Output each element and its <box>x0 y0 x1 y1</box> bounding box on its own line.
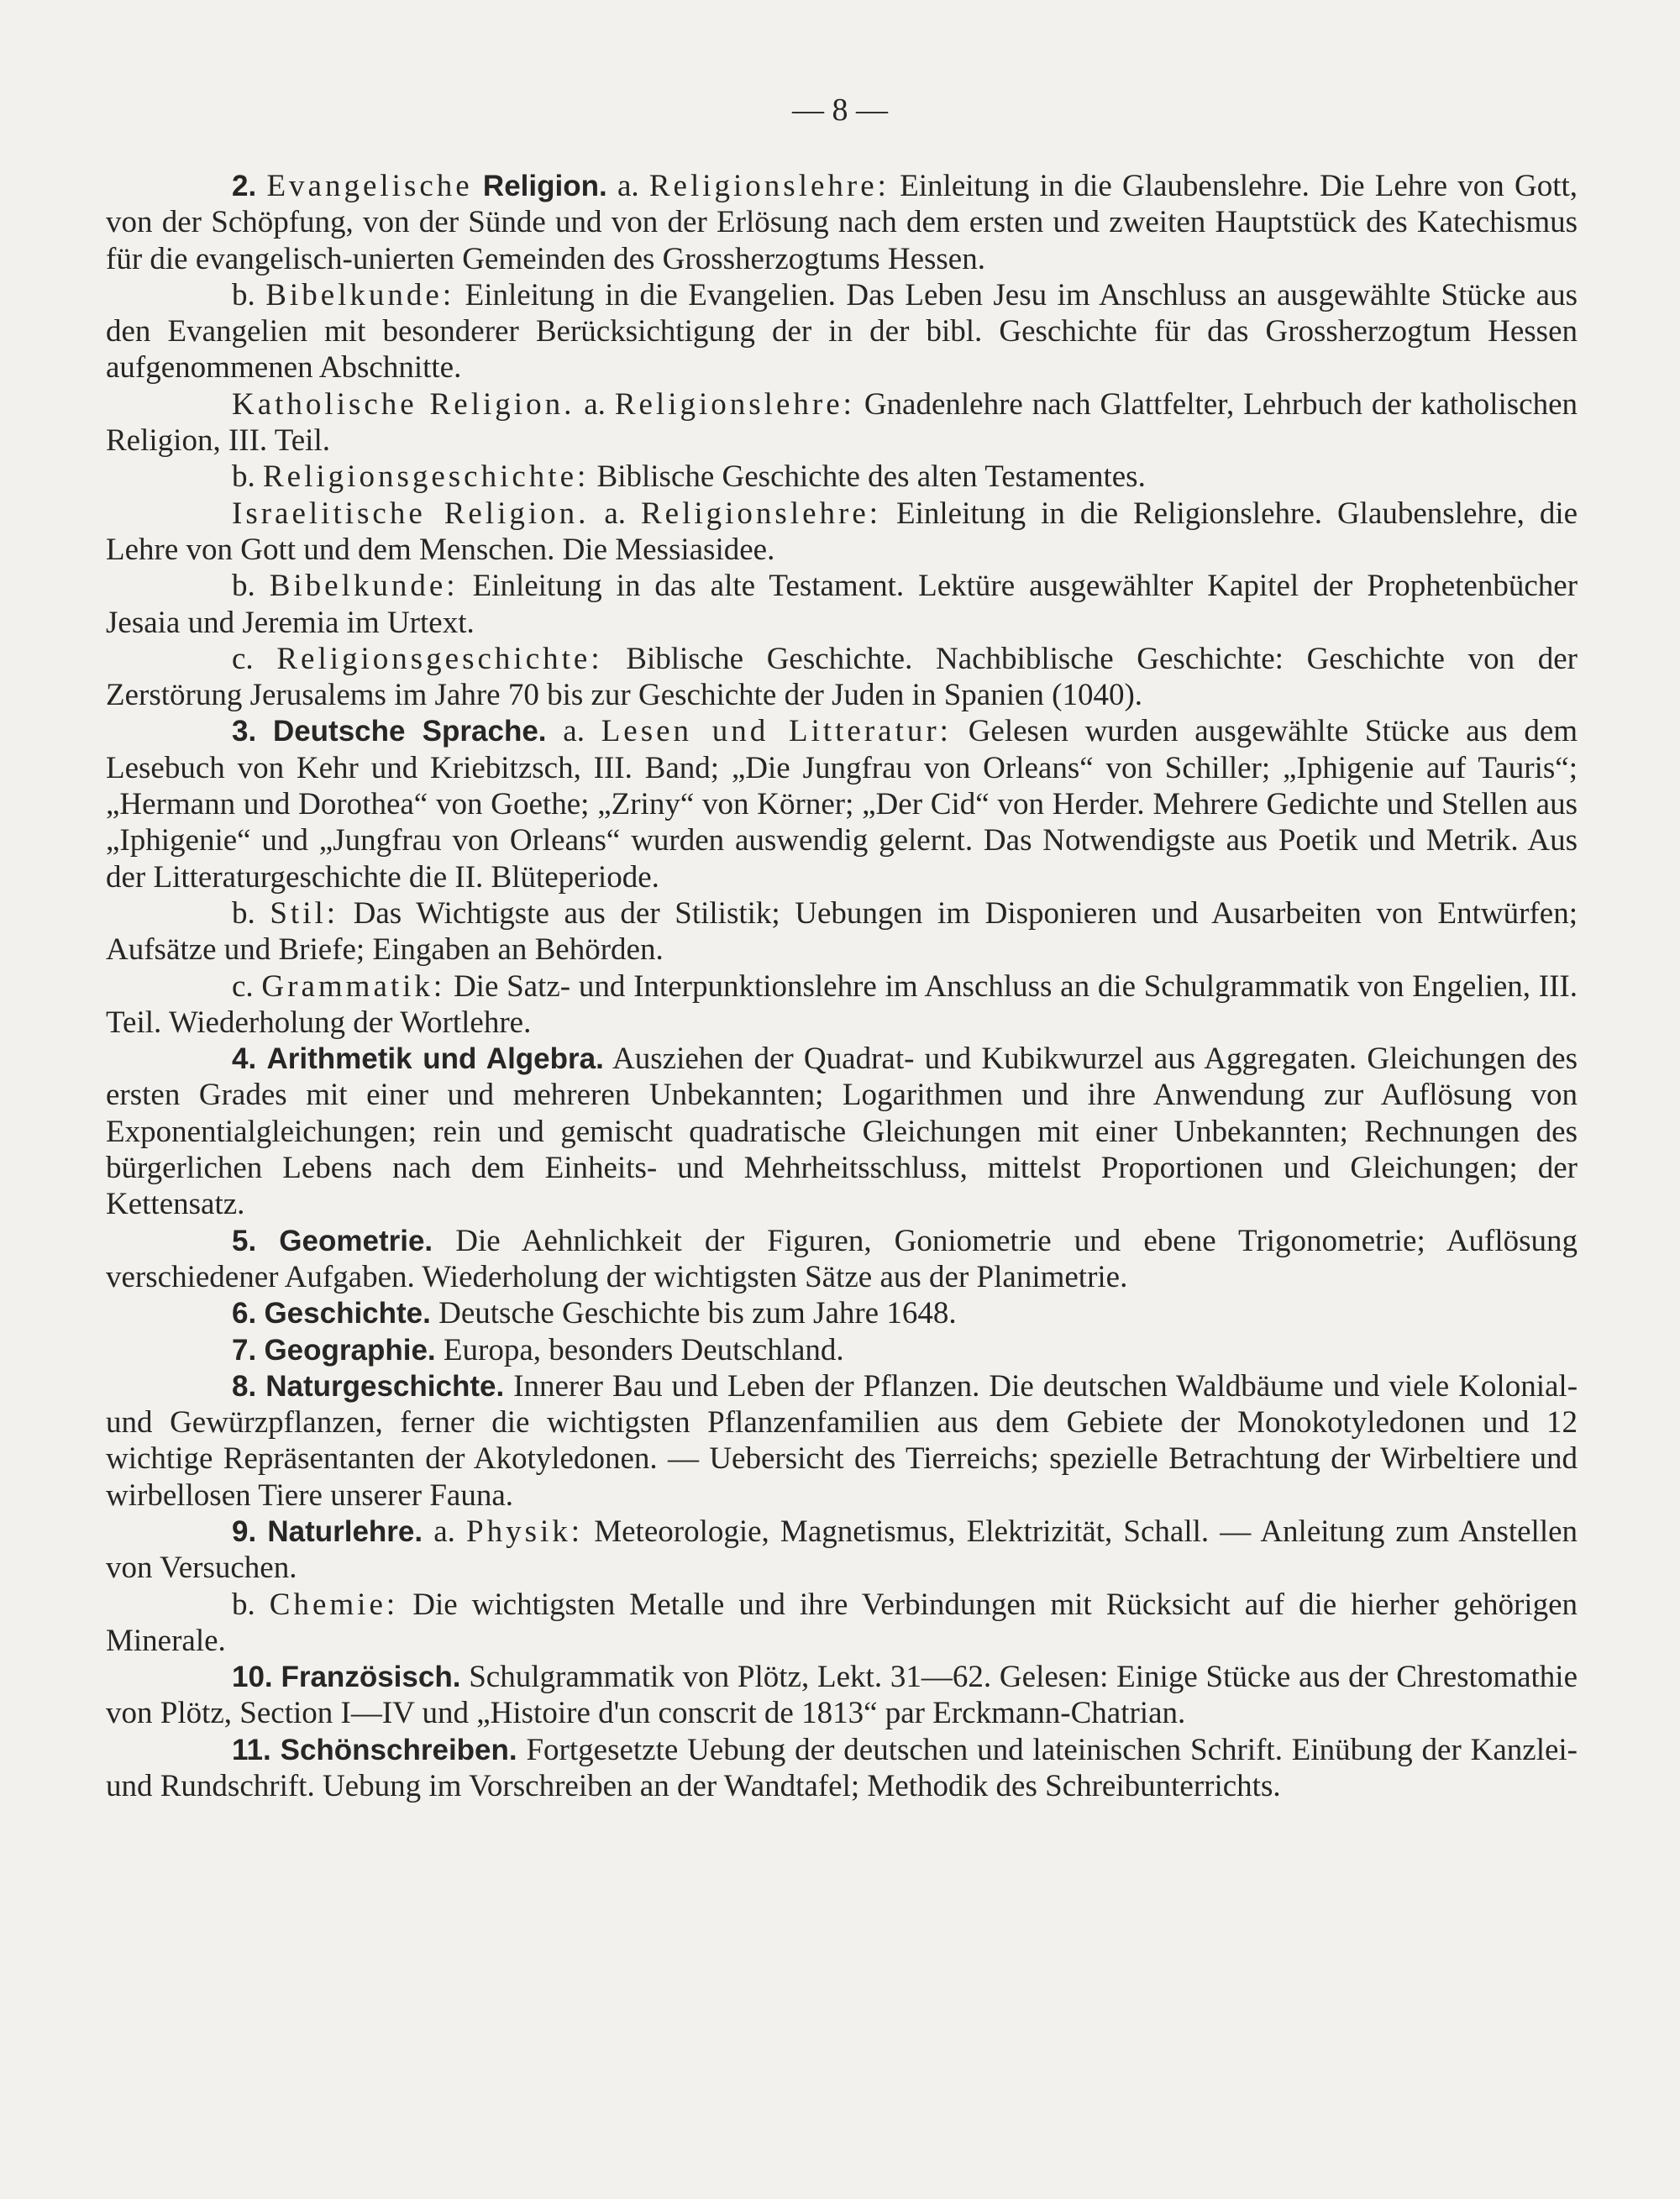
section-number: 9. <box>232 1514 257 1548</box>
paragraph-deutsche-sprache-c <box>106 968 1578 1042</box>
item-label: b. <box>232 569 255 604</box>
paragraph-naturgeschichte <box>106 1368 1578 1514</box>
paragraph-evangelische-religion-b <box>106 277 1578 386</box>
paragraph-text: Einleitung in die Evangelien. Das Leben Jesu im Anschluss an ausgewählte Stücke aus den Evangelien mit besonderer Berücksichtigung der in der bibl. Geschichte für das Grossherzogtum Hessen aufgenommenen Abschnitte. <box>106 277 1578 386</box>
paragraph-geographie <box>106 1332 1578 1368</box>
spaced-term: Religionsgeschichte: <box>276 641 603 676</box>
document-body <box>106 168 1578 1804</box>
page-number: — 8 — <box>792 92 888 128</box>
paragraph-text: Biblische Geschichte des alten Testamentes. <box>596 459 1146 495</box>
item-label: b. <box>232 1587 255 1622</box>
spaced-term: Israelitische Religion. <box>232 496 590 531</box>
section-heading: Religion. <box>482 170 607 202</box>
paragraph-text: Die wichtigsten Metalle und ihre Verbindungen mit Rücksicht auf die hierher gehörigen Minerale. <box>106 1587 1578 1658</box>
paragraph-text: Biblische Geschichte. Nachbiblische Geschichte: Geschichte von der Zerstörung Jerusalems im Jahre 70 bis zur Geschichte der Juden in Spanien (1040). <box>106 641 1578 713</box>
paragraph-naturlehre-a <box>106 1514 1578 1587</box>
paragraph-text: Fortgesetzte Uebung der deutschen und lateinischen Schrift. Einübung der Kanzlei- und Rundschrift. Uebung im Vorschreiben an der Wandtafel; Methodik des Schreibunterrichts. <box>106 1732 1578 1804</box>
paragraph-text: Europa, besonders Deutschland. <box>443 1332 844 1367</box>
section-heading: Naturlehre. <box>267 1514 423 1548</box>
section-number: 6. <box>232 1297 257 1330</box>
section-heading: Geometrie. <box>279 1224 433 1257</box>
paragraph-text: Die Satz- und Interpunktionslehre im Anschluss an die Schulgrammatik von Engelien, III. Teil. Wiederholung der Wortlehre. <box>106 968 1578 1040</box>
item-label: a. <box>604 496 627 531</box>
section-heading: Geschichte. <box>264 1297 431 1330</box>
item-label: a. <box>617 169 639 203</box>
paragraph-text: Gelesen wurden ausgewählte Stücke aus dem Lesebuch von Kehr und Kriebitzsch, III. Band; „Die Jungfrau von Orleans“ von Schiller; „Iphigenie auf Tauris“; „Hermann und Dorothea“ von Goethe; „Zriny“ von Körner; „Der Cid“ von Herder. Mehrere Gedichte und Stellen aus „Iphigenie“ und „Jungfrau von Orleans“ wurden auswendig gelernt. Das Notwendigste aus Poetik und Metrik. Aus der Litteraturgeschichte die II. Blüteperiode. <box>106 714 1578 895</box>
paragraph-geschichte <box>106 1295 1578 1331</box>
paragraph-israelitische-religion-a <box>106 496 1578 569</box>
paragraph-text: Einleitung in die Religionslehre. Glaubenslehre, die Lehre von Gott und dem Menschen. Die Messiasidee. <box>106 496 1578 567</box>
section-number: 11. <box>232 1733 271 1766</box>
paragraph-text: Einleitung in die Glaubenslehre. Die Lehre von Gott, von der Schöpfung, von der Sünde und von der Erlösung nach dem ersten und zweiten Hauptstück des Katechismus für die evangelisch-unierten Gemeinden des Grossherzogtums Hessen. <box>106 169 1578 276</box>
paragraph-text: Gnadenlehre nach Glattfelter, Lehrbuch der katholischen Religion, III. Teil. <box>106 386 1578 459</box>
item-label: b. <box>232 459 255 495</box>
paragraph-franzoesisch <box>106 1659 1578 1732</box>
spaced-term: Physik: <box>466 1514 584 1549</box>
section-heading: Naturgeschichte. <box>265 1369 505 1403</box>
paragraph-text: Innerer Bau und Leben der Pflanzen. Die deutschen Waldbäume und viele Kolonial- und Gewürzpflanzen, ferner die wichtigsten Pflanzenfamilien aus dem Gebiete der Monokotyledonen und 12 wichtige Repräsentanten der Akotyledonen. — Uebersicht des Tierreichs; spezielle Betrachtung der Wirbeltiere und wirbellosen Tiere unserer Fauna. <box>106 1368 1578 1513</box>
spaced-term: Bibelkunde: <box>265 277 455 312</box>
section-heading: Französisch. <box>281 1661 461 1694</box>
paragraph-evangelische-religion-a <box>106 168 1578 277</box>
item-label: c. <box>232 968 254 1004</box>
item-label: a. <box>563 714 585 749</box>
section-number: 3. <box>232 715 257 748</box>
paragraph-naturlehre-b <box>106 1587 1578 1660</box>
spaced-term: Religionslehre: <box>614 386 855 422</box>
paragraph-katholische-religion-b <box>106 459 1578 495</box>
section-number: 5. <box>232 1224 257 1257</box>
item-label: c. <box>232 641 254 676</box>
paragraph-arithmetik <box>106 1041 1578 1222</box>
paragraph-katholische-religion-a <box>106 386 1578 459</box>
section-number: 10. <box>232 1661 273 1694</box>
paragraph-deutsche-sprache-a <box>106 713 1578 895</box>
section-number: 8. <box>232 1369 257 1403</box>
spaced-term: Chemie: <box>269 1587 399 1622</box>
paragraph-geometrie <box>106 1223 1578 1296</box>
section-heading: Geographie. <box>264 1333 436 1367</box>
item-label: b. <box>232 277 255 312</box>
item-label: a. <box>584 386 606 422</box>
paragraph-text: Meteorologie, Magnetismus, Elektrizität, Schall. — Anleitung zum Anstellen von Versuchen. <box>106 1514 1578 1586</box>
section-heading: Deutsche Sprache. <box>272 715 547 748</box>
spaced-term: Grammatik: <box>261 968 446 1004</box>
paragraph-text: Die Aehnlichkeit der Figuren, Goniometrie und ebene Trigonometrie; Auflösung verschiedener Aufgaben. Wiederholung der wichtigsten Sätze aus der Planimetrie. <box>106 1223 1578 1294</box>
spaced-term: Religionslehre: <box>640 496 882 531</box>
item-label: a. <box>433 1514 455 1549</box>
spaced-term: Katholische Religion. <box>232 386 575 422</box>
section-number: 4. <box>232 1042 257 1076</box>
spaced-term: Religionslehre: <box>648 169 890 203</box>
section-heading: Arithmetik und Algebra. <box>266 1042 604 1076</box>
paragraph-israelitische-religion-b <box>106 568 1578 641</box>
spaced-term: Stil: <box>270 895 339 931</box>
paragraph-israelitische-religion-c <box>106 641 1578 714</box>
paragraph-text: Ausziehen der Quadrat- und Kubikwurzel aus Aggregaten. Gleichungen des ersten Grades mit einer und mehreren Unbekannten; Logarithmen und ihre Anwendung zur Auflösung von Exponentialgleichungen; rein und gemischt quadratische Gleichungen mit einer Unbekannten; Rechnungen des bürgerlichen Lebens nach dem Einheits- und Mehrheitsschluss, mittelst Proportionen und Gleichungen; der Kettensatz. <box>106 1042 1578 1222</box>
paragraph-text: Einleitung in das alte Testament. Lektüre ausgewählter Kapitel der Prophetenbücher Jesaia und Jeremia im Urtext. <box>106 569 1578 640</box>
paragraph-deutsche-sprache-b <box>106 895 1578 968</box>
section-number: 7. <box>232 1333 257 1367</box>
paragraph-schoenschreiben <box>106 1732 1578 1805</box>
item-label: b. <box>232 895 255 931</box>
paragraph-text: Schulgrammatik von Plötz, Lekt. 31—62. Gelesen: Einige Stücke aus der Chrestomathie von Plötz, Section I—IV und „Histoire d'un conscrit de 1813“ par Erckmann-Chatrian. <box>106 1660 1578 1731</box>
paragraph-text: Das Wichtigste aus der Stilistik; Uebungen im Disponieren und Ausarbeiten von Entwürfen; Aufsätze und Briefe; Eingaben an Behörden. <box>106 895 1578 968</box>
spaced-term: Evangelische <box>266 169 473 203</box>
spaced-term: Bibelkunde: <box>269 569 459 604</box>
paragraph-text: Deutsche Geschichte bis zum Jahre 1648. <box>438 1296 957 1331</box>
spaced-term: Lesen und Litteratur: <box>601 714 952 749</box>
section-number: 2. <box>232 170 257 202</box>
section-heading: Schönschreiben. <box>280 1733 517 1766</box>
spaced-term: Religionsgeschichte: <box>263 459 590 495</box>
